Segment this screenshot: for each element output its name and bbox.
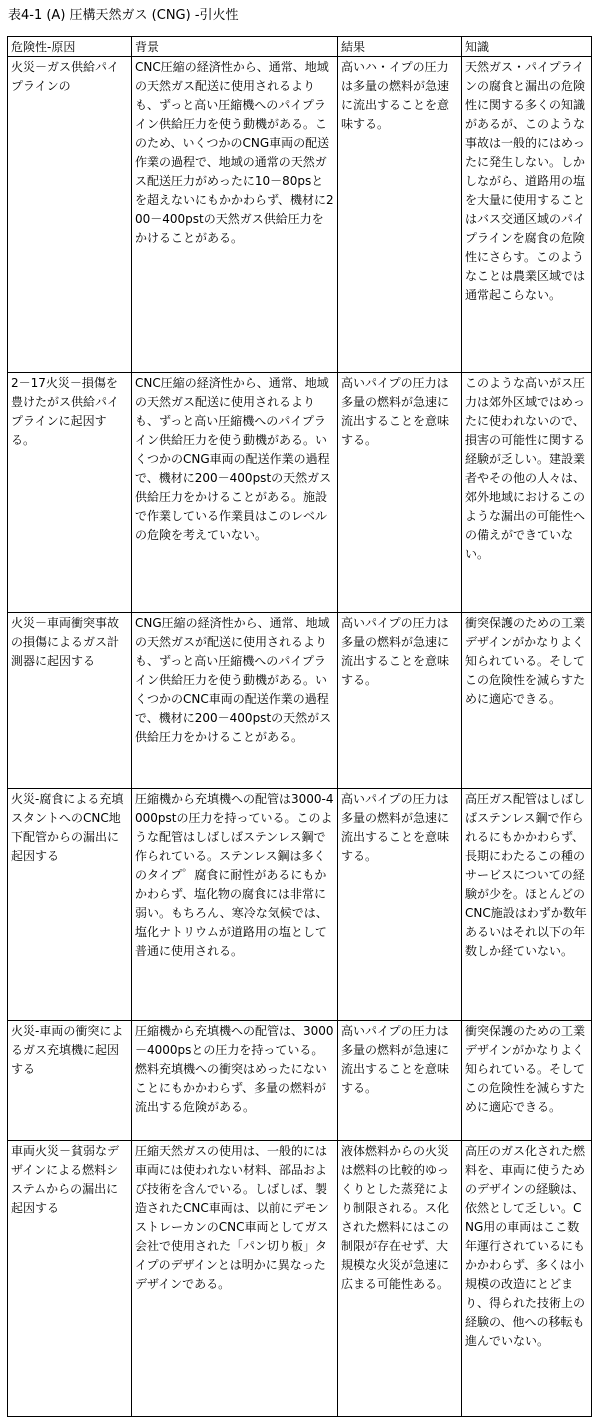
cell-knowledge: 高圧ガス配管はしばしばステンレス鋼で作られるにもかかわらず、長期にわたるこの種のサービスについての経験が少を。ほとんどのCNC施設はわずか数年あるいはそれ以下の年数しか経ていない。 [462, 789, 592, 1021]
table-row [8, 1021, 592, 1141]
cell-result: 高いパイプの圧力は多量の燃料が急速に流出することを意味する。 [338, 1021, 462, 1141]
cell-cause: 火災－ガス供給パイプラインの [8, 57, 132, 373]
header-cause: 危険性-原因 [8, 37, 132, 57]
cell-result: 高いハ・イプの圧力は多量の燃料が急速に流出することを意味する。 [338, 57, 462, 373]
cell-cause: 火災－車両衝突事故の損傷によるガス計測器に起因する [8, 613, 132, 789]
cell-cause: 車両火災－貧弱なデザインによる燃料システムからの漏出に起因する [8, 1141, 132, 1417]
cell-result: 液体燃料からの火災は燃料の比較的ゆっくりとした蒸発により制限される。ス化された燃料にはこの制限が存在せず、大規模な火災が急速に広まる可能性ある。 [338, 1141, 462, 1417]
cell-knowledge: 高圧のガス化された燃料を、車両に使うためのデザインの経験は、依然として乏しい。CNG用の車両はここ数年運行されているにもかかわらず、多くは小規模の改造にとどまり、得られた技術上の経験の、他への移転も進んでいない。 [462, 1141, 592, 1417]
cell-cause: 2－17火災－損傷を豊けたがス供給パイプラインに起因する。 [8, 373, 132, 613]
cell-cause: 火災-腐食による充填スタントへのCNC地下配管からの漏出に起因する [8, 789, 132, 1021]
cell-knowledge: このような高いがス圧力は郊外区域ではめったに使われないので、損害の可能性に関する経験が乏しい。建設業者やその他の人々は、郊外地域におけるこのような漏出の可能性への備えができていない。 [462, 373, 592, 613]
table-row [8, 373, 592, 613]
cell-knowledge: 衝突保護のための工業デザインがかなりよく知られている。そしてこの危険性を減らすために適応できる。 [462, 1021, 592, 1141]
cell-background: CNC圧縮の経済性から、通常、地域の天然ガス配送に使用されるよりも、ずっと高い圧縮機へのパイプライン供給圧力を使う動機がある。いくつかのCNG車両の配送作業の過程で、機材に200－400pstの天然ガス供給圧力をかけることがある。施設で作業している作業員はこのレベルの危険を考えていない。 [132, 373, 338, 613]
header-result: 結果 [338, 37, 462, 57]
cell-background: CNG圧縮の経済性から、通常、地域の天然ガスが配送に使用されるよりも、ずっと高い圧縮機へのパイプライン供給圧力を使う動機がある。いくつかのCNC車両の配送作業の過程で、機材に200－400pstの天然がス供給圧力をかけることがある。 [132, 613, 338, 789]
header-row [8, 37, 592, 57]
cell-background: 圧縮天然ガスの使用は、一般的には車両には使われない材料、部品および技術を含んでいる。しばしば、製造されたCNC車両は、以前にデモンストレーカンのCNC車両としてガス会社で使用された「パン切り板」タイプのデザインとは明かに異なったデザインである。 [132, 1141, 338, 1417]
cell-knowledge: 天然ガス・パイプラインの腐食と漏出の危険性に関する多くの知識があるが、このような事故は一般的にはめったに発生しない。しかしながら、道路用の塩を大量に使用することはバス交通区域のパイプラインを腐食の危険性にさらす。このようなことは農業区域では通常起こらない。 [462, 57, 592, 373]
table-row [8, 789, 592, 1021]
table-title: 表4-1 (A) 圧構天然ガス (CNG) -引火性 [8, 8, 239, 23]
cell-knowledge: 衝突保護のための工業デザインがかなりよく知られている。そしてこの危険性を減らすために適応できる。 [462, 613, 592, 789]
cell-background: CNC圧縮の経済性から、通常、地域の天然ガス配送に使用されるよりも、ずっと高い圧縮機へのパイプライン供給圧力を使う動機がある。このため、いくつかのCNG車両の配送作業の過程で、地域の通常の天然ガス配送圧力がめったに10－80psとを超えないにもかかわらず、機材に200－400pstの天然ガス供給圧力をかけることがある。 [132, 57, 338, 373]
cell-background: 圧縮機から充填機への配管は、3000－4000psとの圧力を持っている。燃料充填機への衝突はめったにないことにもかかわらず、多量の燃料が流出する危険がある。 [132, 1021, 338, 1141]
cell-result: 高いパイプの圧力は多量の燃料が急速に流出することを意味する。 [338, 373, 462, 613]
cell-result: 高いパイプの圧力は多量の燃料が急速に流出することを意味する。 [338, 613, 462, 789]
cell-background: 圧縮機から充填機への配管は3000-4000pstの圧力を持っている。このような配管はしばしばステンレス鋼で作られている。ステンレス鋼は多くのタイプ゜腐食に耐性があるにもかかわらず、塩化物の腐食には非常に弱い。もちろん、寒冷な気候では、塩化ナトリウムが道路用の塩として普通に使用される。 [132, 789, 338, 1021]
header-knowledge: 知識 [462, 37, 592, 57]
table-row [8, 57, 592, 373]
table-row [8, 1141, 592, 1417]
cell-cause: 火災-車両の衝突によるガス充填機に起因する [8, 1021, 132, 1141]
header-background: 背景 [132, 37, 338, 57]
table-row [8, 613, 592, 789]
hazard-table [7, 36, 592, 1417]
cell-result: 高いパイプの圧力は多量の燃料が急速に流出することを意味する。 [338, 789, 462, 1021]
